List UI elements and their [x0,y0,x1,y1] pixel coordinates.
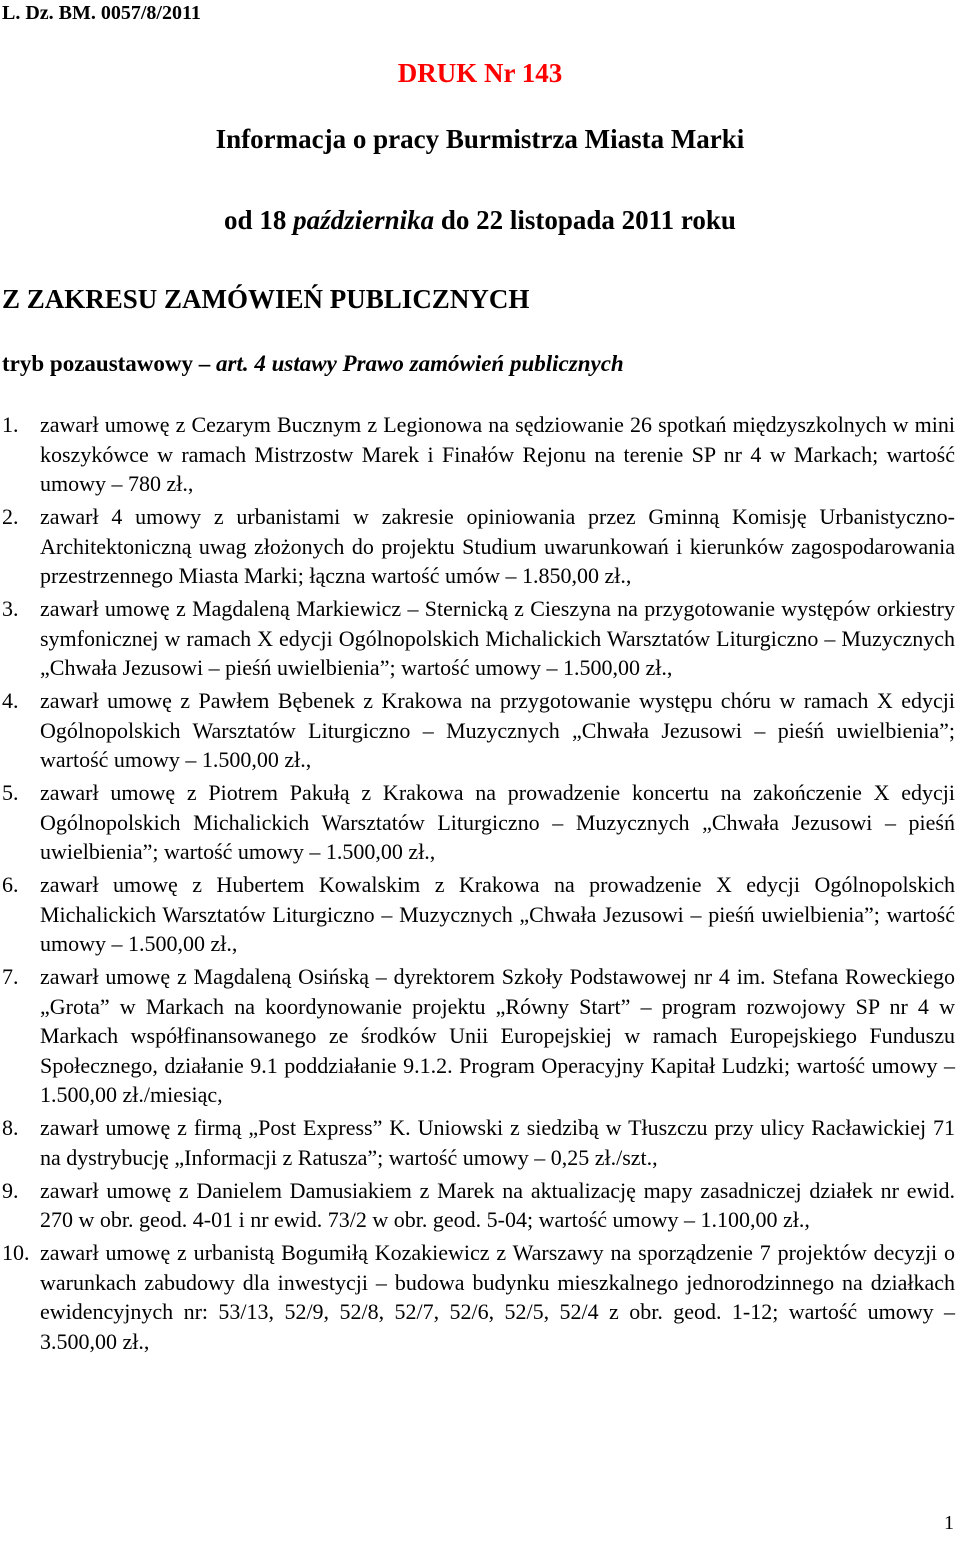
list-item [0,962,955,1110]
reporting-period [0,205,960,236]
item-number: 10. [2,1240,30,1265]
list-item [0,410,955,499]
item-number: 9. [2,1177,19,1203]
item-text: zawarł umowę z Piotrem Pakułą z Krakowa na prowadzenie koncertu na zakończenie X edycji Ogólnopolskich Michalickich Warsztatów Liturgiczno – Muzycznych „Chwała Jezusowi – pieśń uwielbienia”; wartość umowy – 1.500,00 zł., [40,780,955,864]
item-number: 1. [2,412,19,437]
mode-legal-basis: art. 4 ustawy Prawo zamówień publicznych [216,351,624,376]
list-item [0,594,955,683]
item-text: zawarł umowę z Cezarym Bucznym z Legionowa na sędziowanie 26 spotkań międzyszkolnych w mini koszykówce w ramach Mistrzostw Marek i Finałów Rejonu na terenie SP nr 4 w Markach; wartość umowy – 780 zł., [40,412,955,496]
document-reference-number: L. Dz. BM. 0057/8/2011 [2,2,201,24]
item-text: zawarł umowę z Hubertem Kowalskim z Krakowa na prowadzenie X edycji Ogólnopolskich Michalickich Warsztatów Liturgiczno – Muzycznych „Chwała Jezusowi – pieśń uwielbienia”; wartość umowy – 1.500,00 zł., [40,872,955,956]
item-text: zawarł umowę z urbanistą Bogumiłą Kozakiewicz z Warszawy na sporządzenie 7 projektów decyzji o warunkach zabudowy dla inwestycji – budowa budynku mieszkalnego jednorodzinnego na działkach ewidencyjnych nr: 53/13, 52/9, 52/8, 52/7, 52/6, 52/5, 52/4 z obr. geod. 1-12; wartość umowy – 3.500,00 zł., [40,1240,955,1354]
list-item [0,502,955,591]
period-italic-month: października [293,205,435,235]
list-item [0,1238,955,1356]
section-heading: Z ZAKRESU ZAMÓWIEŃ PUBLICZNYCH [2,284,530,314]
list-item [0,686,955,775]
item-number: 8. [2,1115,19,1140]
item-text: zawarł umowę z Magdaleną Osińską – dyrektorem Szkoły Podstawowej nr 4 im. Stefana Roweckiego „Grota” w Markach na koordynowanie projektu „Równy Start” – program rozwojowy SP nr 4 w Markach współfinansowanego ze środków Unii Europejskiej w ramach Europejskiego Funduszu Społecznego, działanie 9.1 poddziałanie 9.1.2. Program Operacyjny Kapitał Ludzki; wartość umowy – 1.500,00 zł./miesiąc, [40,964,955,1107]
list-item [0,1113,955,1172]
print-number-heading: DRUK Nr 143 [397,58,563,88]
list-item [0,778,955,867]
item-number: 4. [2,688,19,713]
list-item [0,1176,955,1235]
period-prefix: od 18 [224,205,294,235]
item-text: zawarł umowę z firmą „Post Express” K. Uniowski z siedzibą w Tłuszczu przy ulicy Racławickiej 71 na dystrybucję „Informacji z Ratusza”; wartość umowy – 0,25 zł./szt., [40,1115,955,1170]
mode-prefix: tryb pozaustawowy – [2,351,217,376]
contracts-list [0,410,955,1360]
page-number: 1 [944,1512,954,1534]
list-item [0,870,955,959]
item-number: 6. [2,872,19,897]
item-text: zawarł 4 umowy z urbanistami w zakresie opiniowania przez Gminną Komisję Urbanistyczno-Architektoniczną uwag złożonych do projektu Studium uwarunkowań i kierunków zagospodarowania przestrzennego Miasta Marki; łączna wartość umów – 1.850,00 zł., [40,504,955,588]
item-number: 3. [2,596,19,621]
procurement-mode [2,351,624,377]
item-text: zawarł umowę z Pawłem Bębenek z Krakowa na przygotowanie występu chóru w ramach X edycji Ogólnopolskich Warsztatów Liturgiczno – Muzycznych „Chwała Jezusowi – pieśń uwielbienia”; wartość umowy – 1.500,00 zł., [40,688,955,772]
document-title: Informacja o pracy Burmistrza Miasta Marki [215,124,745,154]
item-text: zawarł umowę z Magdaleną Markiewicz – Sternicką z Cieszyna na przygotowanie występów orkiestry symfonicznej w ramach X edycji Ogólnopolskich Michalickich Warsztatów Liturgiczno – Muzycznych „Chwała Jezusowi – pieśń uwielbienia”; wartość umowy – 1.500,00 zł., [40,596,955,680]
item-text: zawarł umowę z Danielem Damusiakiem z Marek na aktualizację mapy zasadniczej działek nr ewid. 270 w obr. geod. 4-01 i nr ewid. 73/2 w obr. geod. 5-04; wartość umowy – 1.100,00 zł., [40,1177,955,1232]
item-number: 5. [2,780,19,805]
item-number: 2. [2,504,19,529]
period-suffix: do 22 listopada 2011 roku [434,205,736,235]
item-number: 7. [2,964,19,989]
